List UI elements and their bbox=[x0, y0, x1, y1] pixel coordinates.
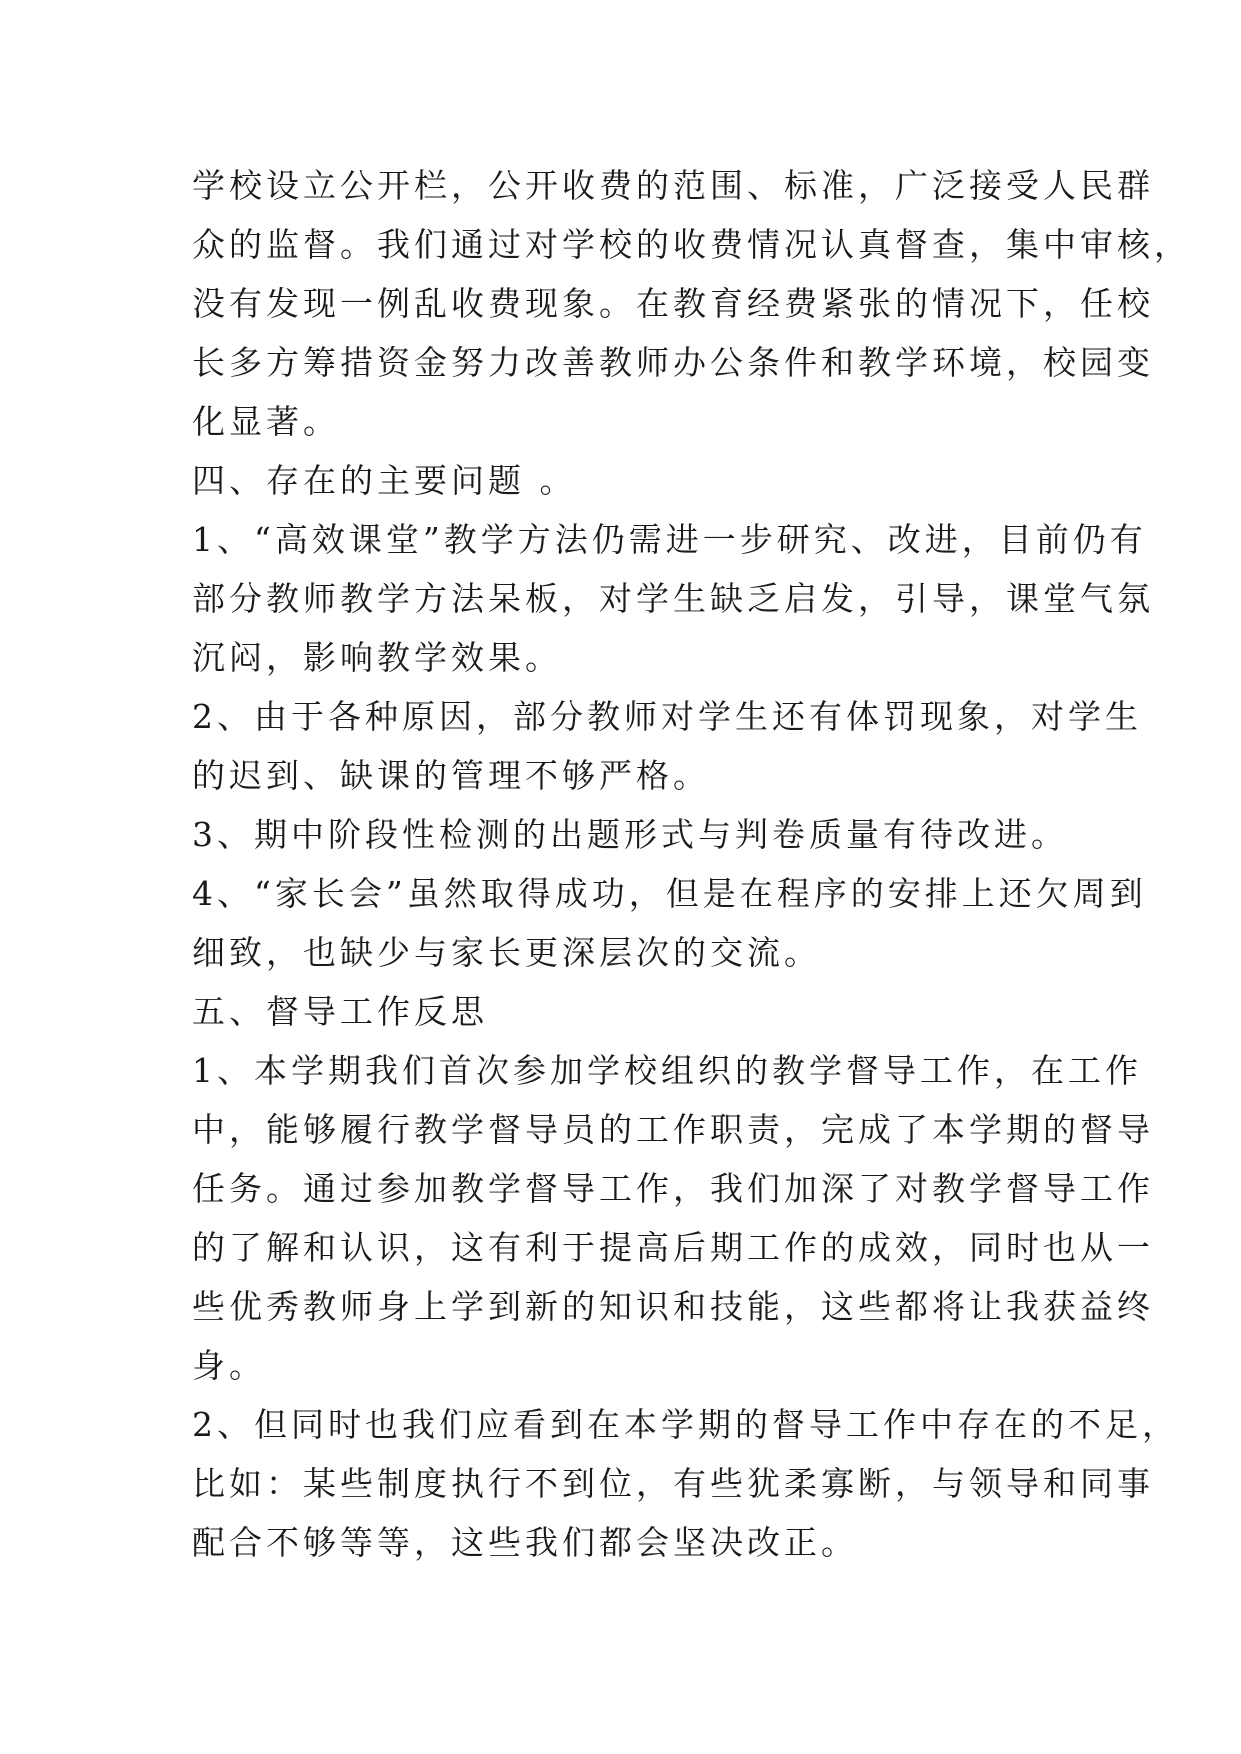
text-line: 中，能够履行教学督导员的工作职责，完成了本学期的督导 bbox=[192, 1110, 1154, 1149]
text-line: 部分教师教学方法呆板，对学生缺乏启发，引导，课堂气氛 bbox=[192, 579, 1154, 618]
section-heading-4: 四、存在的主要问题 。 bbox=[192, 461, 577, 500]
text-line: 1、本学期我们首次参加学校组织的教学督导工作，在工作 bbox=[192, 1051, 1142, 1090]
text-line: 些优秀教师身上学到新的知识和技能，这些都将让我获益终 bbox=[192, 1287, 1154, 1326]
text-line: 配合不够等等，这些我们都会坚决改正。 bbox=[192, 1523, 858, 1562]
text-line: 2、由于各种原因，部分教师对学生还有体罚现象，对学生 bbox=[192, 697, 1142, 736]
text-line: 4、“家长会”虽然取得成功，但是在程序的安排上还欠周到 bbox=[192, 874, 1147, 913]
section-heading-5: 五、督导工作反思 bbox=[192, 992, 488, 1031]
text-line: 化显著。 bbox=[192, 402, 340, 441]
text-line: 没有发现一例乱收费现象。在教育经费紧张的情况下，任校 bbox=[192, 284, 1154, 323]
text-line: 2、但同时也我们应看到在本学期的督导工作中存在的不足， bbox=[192, 1405, 1179, 1444]
text-line: 任务。通过参加教学督导工作，我们加深了对教学督导工作 bbox=[192, 1169, 1154, 1208]
text-line: 众的监督。我们通过对学校的收费情况认真督查，集中审核， bbox=[192, 225, 1191, 264]
text-line: 3、期中阶段性检测的出题形式与判卷质量有待改进。 bbox=[192, 815, 1068, 854]
text-line: 沉闷，影响教学效果。 bbox=[192, 638, 562, 677]
text-line: 的迟到、缺课的管理不够严格。 bbox=[192, 756, 710, 795]
text-line: 比如：某些制度执行不到位，有些犹柔寡断，与领导和同事 bbox=[192, 1464, 1154, 1503]
text-line: 1、“高效课堂”教学方法仍需进一步研究、改进，目前仍有 bbox=[192, 520, 1147, 559]
text-line: 长多方筹措资金努力改善教师办公条件和教学环境，校园变 bbox=[192, 343, 1154, 382]
text-line: 的了解和认识，这有利于提高后期工作的成效，同时也从一 bbox=[192, 1228, 1154, 1267]
text-line: 身。 bbox=[192, 1346, 266, 1385]
text-line: 细致，也缺少与家长更深层次的交流。 bbox=[192, 933, 821, 972]
text-line: 学校设立公开栏，公开收费的范围、标准，广泛接受人民群 bbox=[192, 166, 1154, 205]
